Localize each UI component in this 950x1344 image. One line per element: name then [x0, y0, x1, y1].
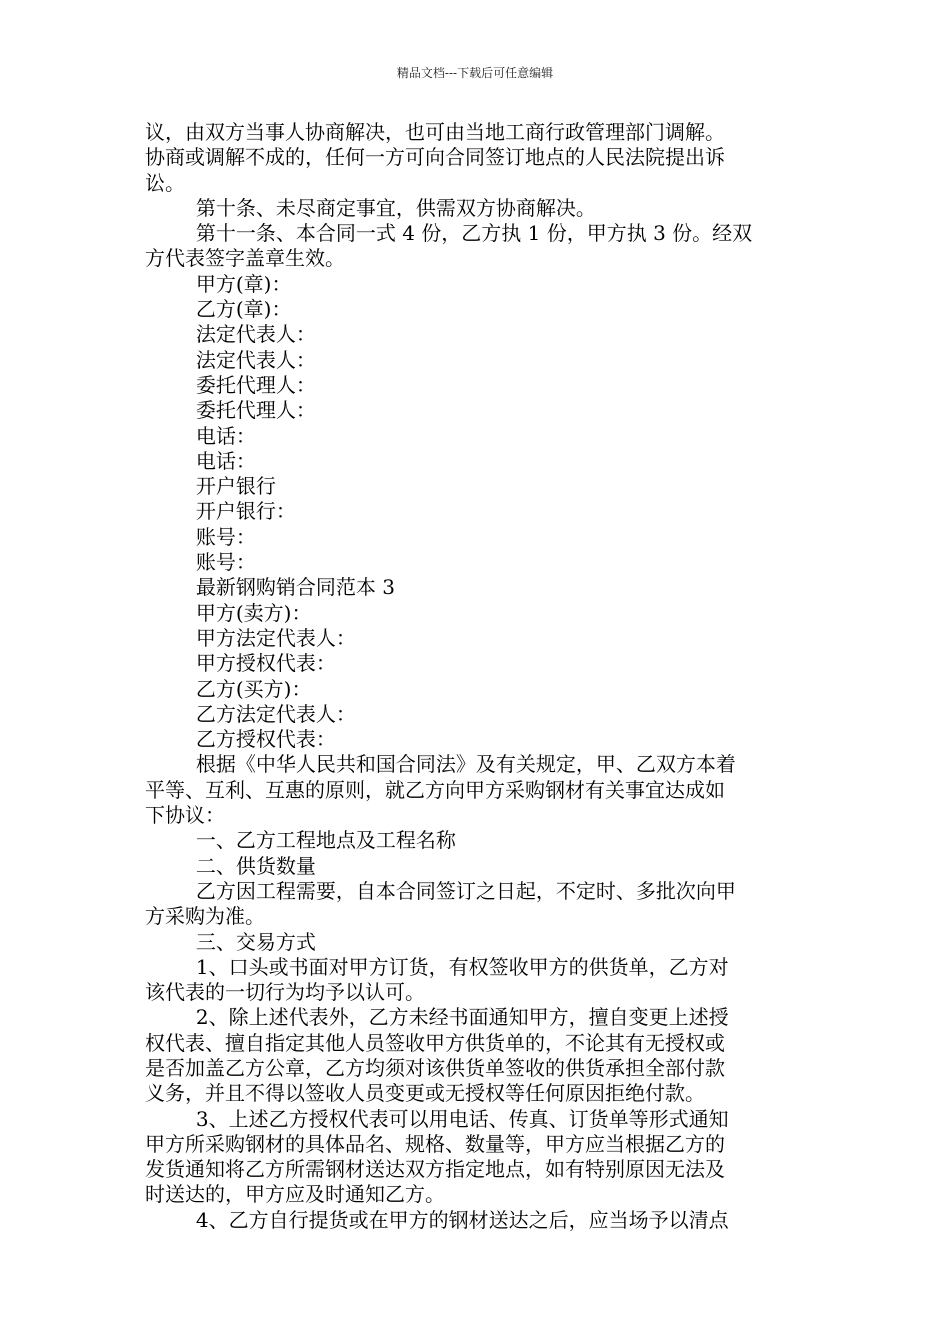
document-line: 平等、互利、互惠的原则，就乙方向甲方采购钢材有关事宜达成如 [145, 777, 725, 802]
document-line: 下协议： [145, 803, 225, 828]
document-body [145, 120, 813, 1233]
document-line: 乙方法定代表人： [145, 701, 356, 726]
document-line: 义务，并且不得以签收人员变更或无授权等任何原因拒绝付款。 [145, 1081, 705, 1106]
document-line: 开户银行 [145, 474, 276, 499]
document-line: 委托代理人： [145, 372, 316, 397]
document-line: 二、供货数量 [145, 853, 316, 878]
document-line: 第十条、未尽商定事宜，供需双方协商解决。 [145, 195, 596, 220]
document-line: 方采购为准。 [145, 904, 265, 929]
document-line: 是否加盖乙方公章，乙方均须对该供货单签收的供货承担全部付款 [145, 1055, 725, 1080]
document-line: 乙方授权代表： [145, 727, 336, 752]
document-line: 账号： [145, 550, 256, 575]
document-line: 该代表的一切行为均予以认可。 [145, 980, 425, 1005]
page-header: 精品文档---下载后可任意编辑 [396, 66, 554, 80]
document-line: 开户银行： [145, 499, 296, 524]
document-line: 3、上述乙方授权代表可以用电话、传真、订货单等形式通知 [145, 1106, 729, 1131]
document-line: 甲方所采购钢材的具体品名、规格、数量等，甲方应当根据乙方的 [145, 1131, 725, 1156]
document-line: 甲方授权代表： [145, 651, 336, 676]
document-line: 法定代表人： [145, 347, 316, 372]
document-line: 委托代理人： [145, 398, 316, 423]
document-line: 协商或调解不成的，任何一方可向合同签订地点的人民法院提出诉 [145, 145, 725, 170]
document-line: 最新钢购销合同范本 3 [145, 575, 395, 600]
document-line: 议，由双方当事人协商解决，也可由当地工商行政管理部门调解。 [145, 120, 725, 144]
document-line: 乙方因工程需要，自本合同签订之日起，不定时、多批次向甲 [145, 878, 736, 903]
document-line: 4、乙方自行提货或在甲方的钢材送达之后，应当场予以清点 [145, 1207, 729, 1232]
document-line: 1、口头或书面对甲方订货，有权签收甲方的供货单，乙方对 [145, 954, 729, 979]
document-line: 讼。 [145, 170, 185, 195]
document-line: 电话： [145, 423, 256, 448]
document-line: 甲方法定代表人： [145, 625, 356, 650]
document-line: 三、交易方式 [145, 929, 316, 954]
document-line: 2、除上述代表外，乙方未经书面通知甲方，擅自变更上述授 [145, 1005, 729, 1030]
document-line: 账号： [145, 524, 256, 549]
document-line: 电话： [145, 448, 256, 473]
document-line: 乙方(章)： [145, 297, 292, 322]
document-line: 根据《中华人民共和国合同法》及有关规定，甲、乙双方本着 [145, 752, 736, 777]
document-line: 甲方(章)： [145, 271, 292, 296]
document-line: 一、乙方工程地点及工程名称 [145, 828, 456, 853]
document-line: 法定代表人： [145, 322, 316, 347]
document-line: 乙方(买方)： [145, 676, 312, 701]
document-line: 时送达的，甲方应及时通知乙方。 [145, 1182, 445, 1207]
document-line: 方代表签字盖章生效。 [145, 246, 345, 271]
document-line: 第十一条、本合同一式 4 份，乙方执 1 份，甲方执 3 份。经双 [145, 221, 753, 246]
document-line: 甲方(卖方)： [145, 600, 312, 625]
document-line: 权代表、擅自指定其他人员签收甲方供货单的，不论其有无授权或 [145, 1030, 725, 1055]
document-line: 发货通知将乙方所需钢材送达双方指定地点，如有特别原因无法及 [145, 1157, 725, 1182]
